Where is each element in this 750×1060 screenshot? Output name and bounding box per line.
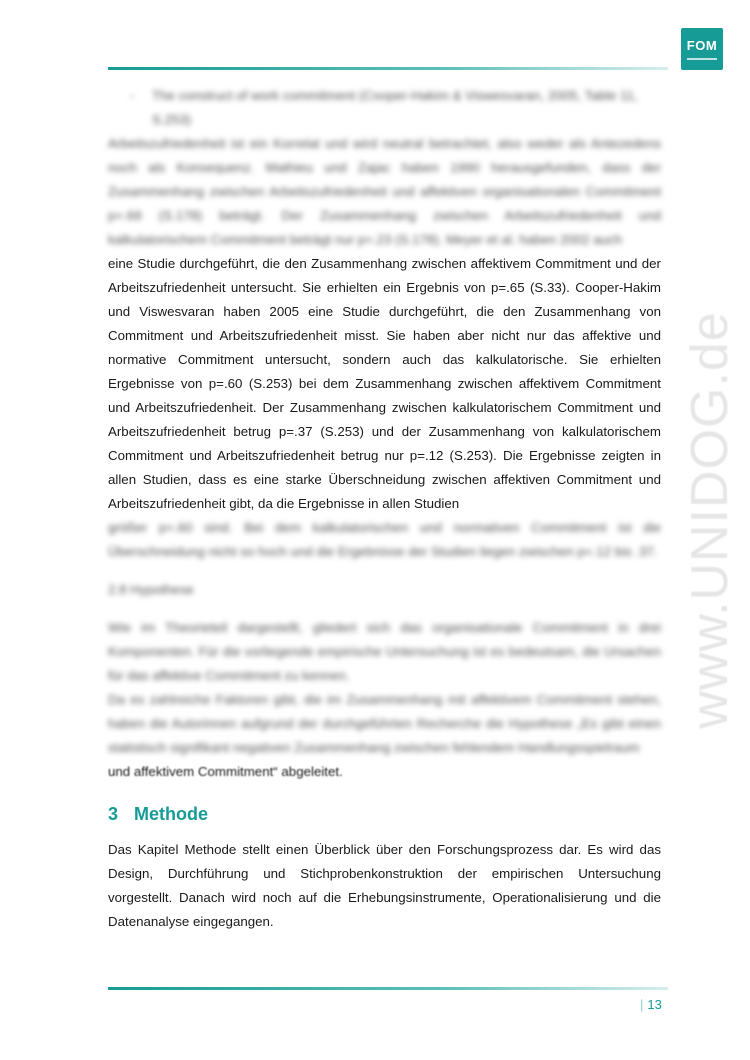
hypothesis-paragraph-1: Wie im Theorieteil dargestellt, gliedert sich das organisationale Commitment in drei Komponenten. Für die vorliegende empirische Untersuchung ist es bedeutsam, die Ursachen für das affektive Commitment zu kennen. bbox=[108, 620, 661, 683]
blurred-paragraph-end: größer p=.60 sind. Bei dem kalkulatorischen und normativen Commitment ist die Überschneidung nicht so hoch und die Ergebnisse der Studien liegen zwischen p=.12 bis .37. bbox=[108, 520, 661, 559]
page-content bbox=[108, 84, 661, 934]
logo-text: FOM bbox=[686, 37, 718, 53]
bullet-text: The construct of work commitment (Cooper-Hakim & Viswesvaran, 2005, Table 11, S.253) bbox=[152, 88, 638, 127]
blurred-bottom-section bbox=[108, 516, 661, 760]
header-rule bbox=[108, 67, 668, 70]
bullet-dash: - bbox=[130, 88, 135, 103]
hypothesis-paragraph-2: Da es zahlreiche Faktoren gibt, die im Zusammenhang mit affektivem Commitment stehen, haben die Autorinnen aufgrund der durchgeführten Recherche die Hypothese „Es gibt einen statistisch signifikant negativen Zusammenhang zwischen fehlendem Handlungsspielraum bbox=[108, 692, 661, 755]
fom-logo bbox=[681, 28, 723, 70]
section-heading bbox=[108, 802, 661, 826]
blurred-paragraph: Arbeitszufriedenheit ist ein Korrelat und wird neutral betrachtet, also weder als Antezedens noch als Konsequenz. Mathieu und Zajac haben 1990 herausgefunden, dass der Zusammenhang zwischen Arbeitszufriedenheit und affektiven organisationalen Commitment p=.69 (S.178) beträgt. Der Zusammenhang zwischen Arbeitszufriedenheit und kalkulatorischem Commitment beträgt nur p=.23 (S.178). Meyer et al. haben 2002 auch bbox=[108, 136, 661, 247]
section-number: 3 bbox=[108, 804, 119, 824]
main-paragraph: eine Studie durchgeführt, die den Zusammenhang zwischen affektivem Commitment und der Arbeitszufriedenheit untersucht. Sie erhielten ein Ergebnis von p=.65 (S.33). Cooper-Hakim und Viswesvaran haben 2005 eine Studie durchgeführt, die den Zusammenhang von Commitment und Arbeitszufriedenheit misst. Sie haben aber nicht nur das affektive und normative Commitment untersucht, sondern auch das kalkulatorische. Sie erhielten Ergebnisse von p=.60 (S.253) bei dem Zusammenhang zwischen affektivem Commitment und Arbeitszufriedenheit. Der Zusammenhang zwischen kalkulatorischem Commitment und Arbeitszufriedenheit betrug p=.37 (S.253) und der Zusammenhang von kalkulatorischem Commitment und Arbeitszufriedenheit betrug nur p=.12 (S.253). Die Ergebnisse zeigten in allen Studien, dass es eine starke Überschneidung zwischen affektiven Commitment und Arbeitszufriedenheit gibt, da die Ergebnisse in allen Studien bbox=[108, 256, 661, 511]
hypothesis-paragraph-end: und affektivem Commitment“ abgeleitet. bbox=[108, 764, 343, 779]
section-paragraph: Das Kapitel Methode stellt einen Überblick über den Forschungsprozess dar. Es wird das Design, Durchführung und Stichprobenkonstruktion der empirischen Untersuchung vorgestellt. Danach wird noch auf die Erhebungsinstrumente, Operationalisierung und die Datenanalyse eingegangen. bbox=[108, 842, 661, 929]
blurred-top-section bbox=[108, 84, 661, 252]
footer-rule bbox=[108, 987, 668, 990]
bullet-item bbox=[130, 84, 661, 132]
section-title: Methode bbox=[134, 804, 208, 824]
subheading: 2.8 Hypothese bbox=[108, 582, 194, 597]
logo-underline bbox=[687, 58, 717, 60]
watermark: www.UNIDOG.de bbox=[681, 311, 739, 729]
page-number-value: 13 bbox=[647, 997, 662, 1012]
page-number bbox=[640, 997, 662, 1012]
page-number-divider: | bbox=[640, 997, 644, 1012]
